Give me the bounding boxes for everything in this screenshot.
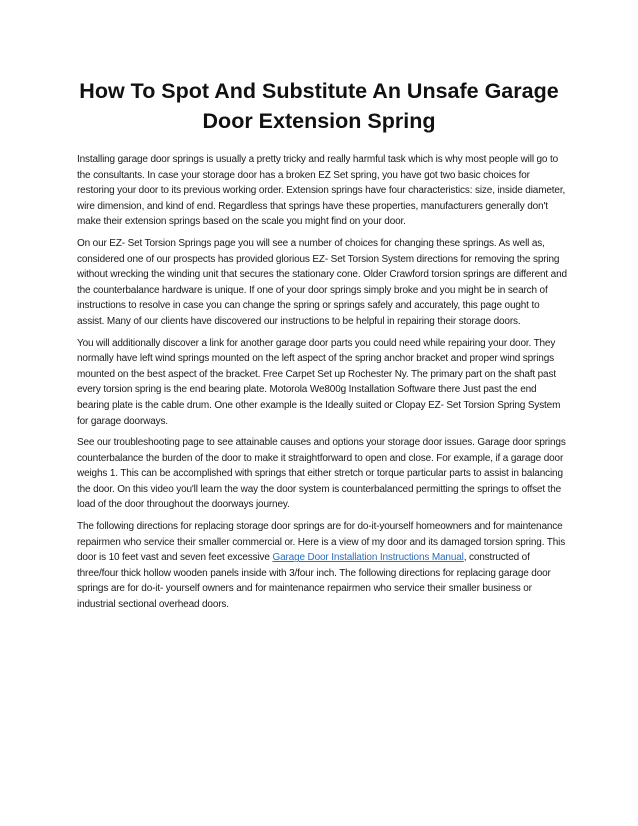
paragraph-2: On our EZ- Set Torsion Springs page you will see a number of choices for changing these springs. As well as, considered one of our prospects has provided glorious EZ- Set Torsion System directions for removing the spring without wrecking the winding unit that secures the stationary cone. Older Crawford torsion springs are different and the counterbalance hardware is unique. If one of your door springs simply broke and you might be in search of instructions to resolve in case you can change the spring or springs safely and accurately, this page ought to assist. Many of our clients have discovered our instructions to be helpful in repairing their storage doors. xyxy=(77,237,567,327)
article-body xyxy=(77,152,567,619)
paragraph-4: See our troubleshooting page to see attainable causes and options your storage door issues. Garage door springs counterbalance the burden of the door to make it straightforward to open and close. For example, if a garage door weighs 1. This can be accomplished with springs that either stretch or torque particular parts to assist in balancing the door. On this video you'll learn the way the door system is counterbalanced permitting the springs to offset the load of the door throughout the doorways journey. xyxy=(77,437,566,511)
paragraph-3: You will additionally discover a link for another garage door parts you could need while repairing your door. They normally have left wind springs mounted on the left aspect of the spring anchor bracket and proper wind springs mounted on the best aspect of the bracket. Free Carpet Set up Rochester Ny. The primary part on the shaft past every torsion spring is the end bearing plate. Motorola We800g Installation Software there Just past the end bearing plate is the cable drum. One other example is the Ideally suited or Clopay EZ- Set Torsion Spring System for garage doorways. xyxy=(77,337,561,427)
paragraph-1: Installing garage door springs is usually a pretty tricky and really harmful task which is why most people will go to the consultants. In case your storage door has a broken EZ Set spring, you have got two basic choices for restoring your door to its previous working order. Extension springs have four characteristics: size, inside diameter, wire dimension, and kind of end. Regardless that springs have these properties, manufacturers generally don't make their extension springs based on the scale you might find on your door. xyxy=(77,154,566,228)
paragraph-5-text-before-link: The following directions for replacing storage door springs are for do-it-yourself homeowners and for maintenance repairmen who service their smaller commercial or. Here is a view of my door and its damaged torsion spring. This door is 10 feet vast and seven feet excessive xyxy=(77,521,566,564)
paragraph-5-text-after-link: , constructed of three/four thick hollow wooden panels inside with 3/four inch. The following directions for replacing garage door springs are for do-it- yourself owners and for maintenance repairmen who service their smaller business or industrial sectional overhead doors. xyxy=(77,552,551,611)
paragraph-5 xyxy=(77,519,567,613)
installation-manual-link[interactable]: Garage Door Installation Instructions Manual xyxy=(272,552,464,564)
page-title: How To Spot And Substitute An Unsafe Garage Door Extension Spring xyxy=(79,79,559,133)
